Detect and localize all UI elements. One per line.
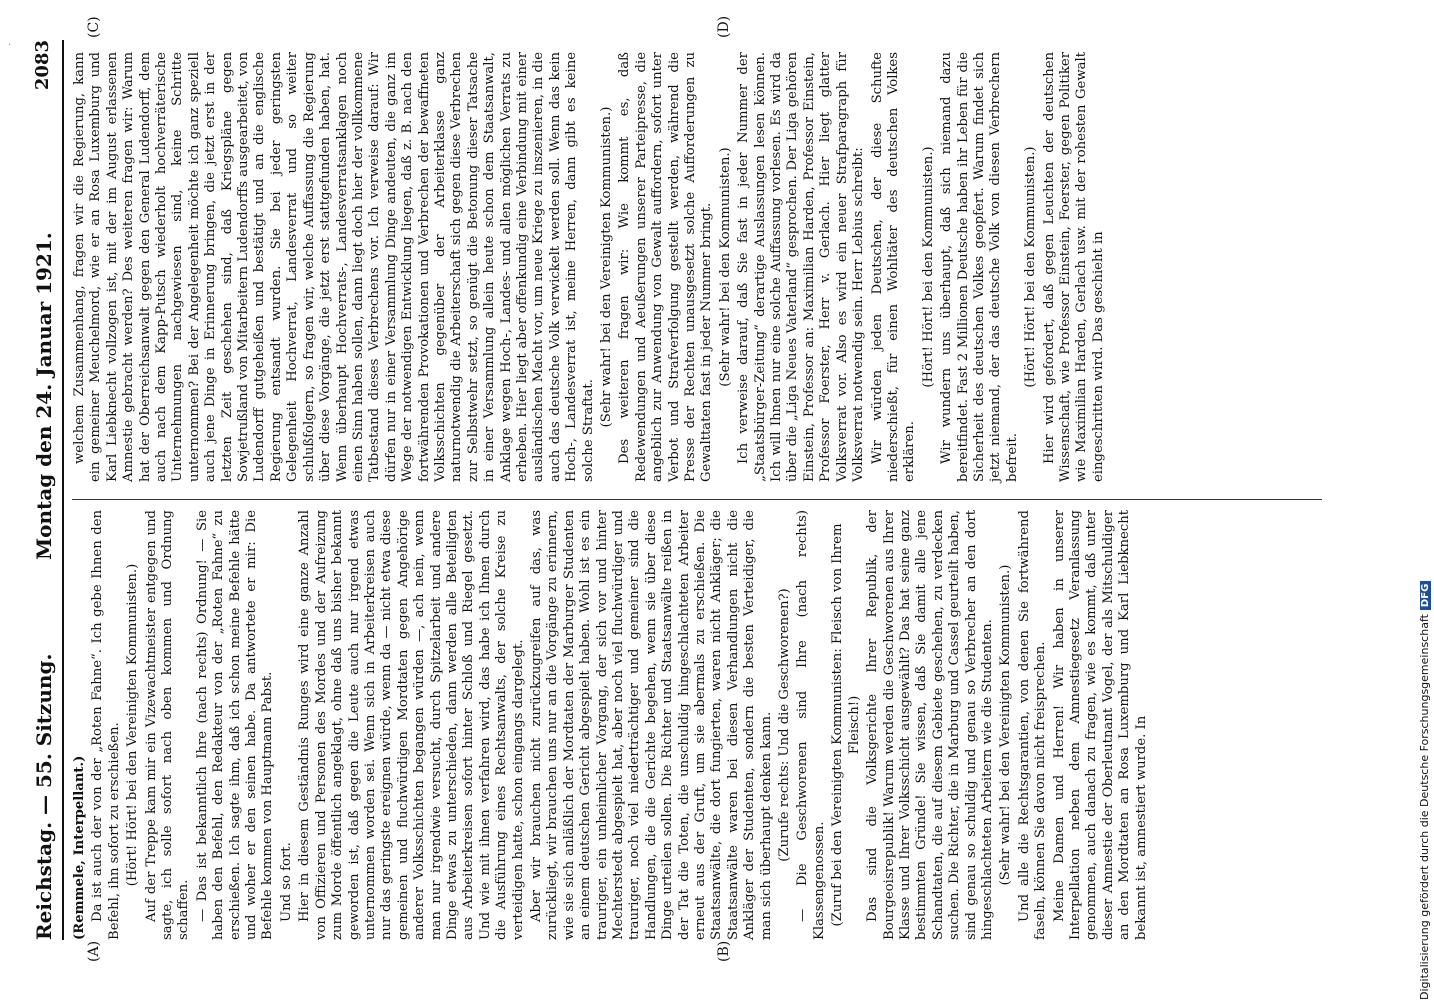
paragraph: Wir würden jeden Deutschen, der diese Schufte niederschießt, für einen Wohltäter des deutschen Volkes erklären. [869,52,918,482]
interjection: (Hört! Hört! bei den Kommunisten.) [1023,146,1039,388]
page-number: 2083 [32,40,53,91]
interjection: (Zurufe rechts: Und die Geschworenen?) [777,588,793,862]
right-text-column [72,52,1322,482]
paragraph: Auf der Treppe kam mir ein Vizewachtmeister entgegen und sagte, ich solle sofort nach oben kommen und Ordnung schaffen. [143,510,192,940]
digitization-credit [1418,581,1431,1000]
interjection: (Hört! Hört! bei den Vereinigten Kommunisten.) [125,563,141,887]
margin-marker-a: (A) [86,940,102,962]
interjection: (Zuruf bei den Vereinigten Kommunisten: Fleisch von Ihrem Fleisch!) [830,523,862,927]
column-divider [72,499,1322,500]
header-left: Reichstag. — 55. Sitzung. [32,653,56,940]
paragraph: Da ist auch der von der „Roten Fahne“. Ich gebe Ihnen den Befehl, ihn sofort zu erschießen. [90,510,122,940]
paragraph: welchem Zusammenhang, fragen wir die Regierung, kann ein gemeiner Meuchelmord, wie er an Rosa Luxemburg und Karl Liebknecht vollzogen ist, mit der im August erlassenen Amnestie gebracht werden? Des weiteren fragen wir: Warum hat der Oberreichsanwalt gegen den General Ludendorff, dem auch nach dem Kapp-Putsch wiederholt hochverräterische Unternehmungen nachgewiesen sind, keine Schritte unternommen? Bei der Angelegenheit möchte ich ganz speziell auch jene Dinge in Erinnerung bringen, die jetzt erst in der letzten Zeit geschehen sind, daß Kriegspläne gegen Sowjetrußland von Mitarbeitern Ludendorffs ausgearbeitet, von Ludendorff gutgeheißen und bestätigt und an die englische Regierung entsandt wurden. Sie bei jeder geringsten Gelegenheit Hochverrat, Landesverrat und so weiter schlußfolgern, so fragen wir, welche Auffassung die Regierung über diese Vorgänge, die jetzt erst stattgefunden haben, hat. Wenn überhaupt Hochverrats-, Landesverratsanklagen noch einen Sinn haben sollen, dann liegt doch hier der vollkommene Tatbestand dieses Verbrechens vor. Ich verweise darauf: Wir dürfen nur in einer Versammlung Dinge andeuten, die ganz im Wege der notwendigen Entwicklung liegen, daß z. B. nach den fortwährenden Provokationen und Verbrechen der bewaffneten Volksschichten gegenüber der Arbeiterklasse ganz naturnotwendig die Arbeiterschaft sich gegen diese Verbrechen zur Selbstwehr setzt, so genügt die Betonung dieser Tatsache in einer Versammlung allein heute schon dem Staatsanwalt, Anklage wegen Hoch-, Landes- und allen möglichen Verrats zu erheben. Hier liegt aber offenkundig eine Verbindung mit einer ausländischen Macht vor, um neue Kriege zu inszenieren, in die auch das deutsche Volk verwickelt werden soll. Wenn das kein Hoch-, Landesverrat ist, meine Herren, dann gibt es keine solche Straftat. [72,52,596,482]
paragraph: Hier in diesem Geständnis Runges wird eine ganze Anzahl von Offizieren und Personen des Mordes und der Aufreizung zum Morde öffentlich angeklagt, ohne daß uns bisher bekannt geworden ist, daß gegen die Leute auch nur irgend etwas unternommen worden sei. Wenn sich in Arbeiterkreisen auch nur das geringste ereignen würde, wenn da — nicht etwa diese gemeinen und fluchwürdigen Mordtaten gegen Angehörige anderer Volksschichten begangen würden —, ach nein, wenn man nur irgendwie versucht, durch Spitzelarbeit und andere Dinge etwas zu unterschieden, dann werden alle Beteiligten aus Arbeiterkreisen sofort hinter Schloß und Riegel gesetzt. Und wie mit ihnen verfahren wird, das habe ich Ihnen durch die Ausführung eines Rechtsanwalts, der solche Kreise zu verteidigen hatte, schon eingangs dargelegt. [297,510,526,940]
interjection: (Sehr wahr! bei den Vereinigten Kommunisten.) [998,564,1014,886]
interjection: (Sehr wahr! bei den Kommunisten.) [717,147,733,387]
paragraph: Hier wird gefordert, daß gegen Leuchten der deutschen Wissenschaft, wie Professor Einstein, Foerster, gegen Politiker wie Maximilian Harden, Gerlach usw. mit der rohesten Gewalt eingeschritten wird. Das geschieht in [1041,52,1106,482]
digitization-credit-text: Digitalisierung gefördert durch die Deutsche Forschungsgemeinschaft [1418,614,1431,1000]
paragraph: Meine Damen und Herren! Wir haben in unserer Interpellation neben dem Amnestiegesetz Veranlassung genommen, auch danach zu fragen, wie es kommt, daß unter dieser Amnestie der Oberleutnant Vogel, der als Mitschuldiger an den Mordtaten an Rosa Luxemburg und Karl Liebknecht bekannt ist, amnestiert wurde. In [1051,510,1149,940]
left-text-column [72,510,1322,940]
paragraph: Und so fort. [278,842,294,922]
paragraph: Und alle die Rechtsgarantien, von denen Sie fortwährend faseln, können Sie davon nicht freisprechen. [1016,510,1049,940]
paragraph: — Das ist bekanntlich Ihre (nach rechts) Ordnung! — Sie haben den Befehl, den Redakteur von der „Roten Fahne“ zu erschießen. Ich sagte ihm, daß ich schon meine Befehle hätte und woher er den seinen habe. Da antwortete er mir: Die Befehle kommen von Hauptmann Pabst. [194,510,276,940]
scan-speck: · [8,40,12,51]
interjection: (Hört! Hört! bei den Kommunisten.) [920,146,936,388]
header-date: Montag den 24. Januar 1921. [32,232,56,560]
paragraph: Das sind die Volksgerichte Ihrer Republik, der Bourgeoisrepublik! Warum werden die Geschworenen aus Ihrer Klasse und Ihrer Volksschicht ausgewählt? Das hat seine ganz bestimmten Gründe! Sie wissen, daß Sie damit alle jene Schandtaten, die auf diesem Gebiete geschehen, zu verdecken suchen. Die Richter, die in Marburg und Cassel geurteilt haben, sind genau so schuldig und genau so Verbrecher an den dort hingeschlachteten Arbeitern wie die Studenten. [865,510,995,940]
margin-marker-c: (C) [86,16,102,38]
dfg-logo: DFG [1420,581,1431,610]
paragraph: Ich verweise darauf, daß Sie fast in jeder Nummer der „Staatsbürger-Zeitung“ derartige Auslassungen lesen können. Ich will Ihnen nur eine solche Auffassung vorlesen. Es wird da über die „Liga Neues Vaterland“ gesprochen. Der Liga gehören Einstein, Professor an: Maximilian Harden, Professor Einstein, Professor Foerster, Herr v. Gerlach. Hier liegt glatter Volksverrat vor. Also es wird ein neuer Strafparagraph für Volksverrat notwendig sein. Herr Lebius schreibt: [736,52,867,482]
page-header [28,40,64,940]
paragraph: Des weiteren fragen wir: Wie kommt es, daß Redewendungen und Aeußerungen unserer Parteipresse, die angeblich zur Anwendung von Gewalt auffordern, sofort unter Verbot und Strafverfolgung gestellt werden, während die Presse der Rechten unausgesetzt solche Aufforderungen zu Gewalttaten fast in jeder Nummer bringt. [617,52,715,482]
interjection: (Sehr wahr! bei den Vereinigten Kommunisten.) [599,106,614,428]
margin-marker-d: (D) [716,15,732,38]
paragraph: Aber wir brauchen nicht zurückzugreifen auf das, was zurückliegt, wir brauchen uns nur an die Vorgänge zu erinnern, wie sie sich anläßlich der Mordtaten der Marburger Studenten an einem deutschen Gericht abgespielt haben. Wohl ist es ein trauriger, ein unheimlicher Vorgang, der sich vor und hinter Mechterstedt abgespielt hat, aber noch viel fluchwürdiger und trauriger, noch viel niederträchtiger und gemeiner sind die Handlungen, die die Gerichte begehen, wenn sie über diese Dinge urteilen sollen. Die Richter und Staatsanwälte reißen in der Tat die Toten, die unschuldig hingeschlachteten Arbeiter erneut aus der Gruft, um sie abermals zu erschießen. Die Staatsanwälte, die dort fungierten, waren nicht Ankläger; die Staatsanwälte waren bei diesen Verhandlungen nicht die Ankläger der Studenten, sondern die besten Verteidiger, die man sich überhaupt denken kann. [528,510,774,940]
paragraph: Wir wundern uns überhaupt, daß sich niemand dazu bereitfindet. Fast 2 Millionen Deutsche haben ihr Leben für die Sicherheit des deutschen Volkes geopfert. Warum findet sich jetzt niemand, der das deutsche Volk von diesen Verbrechern befreit. [939,52,1020,482]
margin-marker-b: (B) [716,940,732,962]
paragraph: — Die Geschworenen sind Ihre (nach rechts) Klassengenossen. [795,510,827,940]
speaker-label: (Remmele, Interpellant.) [72,755,87,940]
